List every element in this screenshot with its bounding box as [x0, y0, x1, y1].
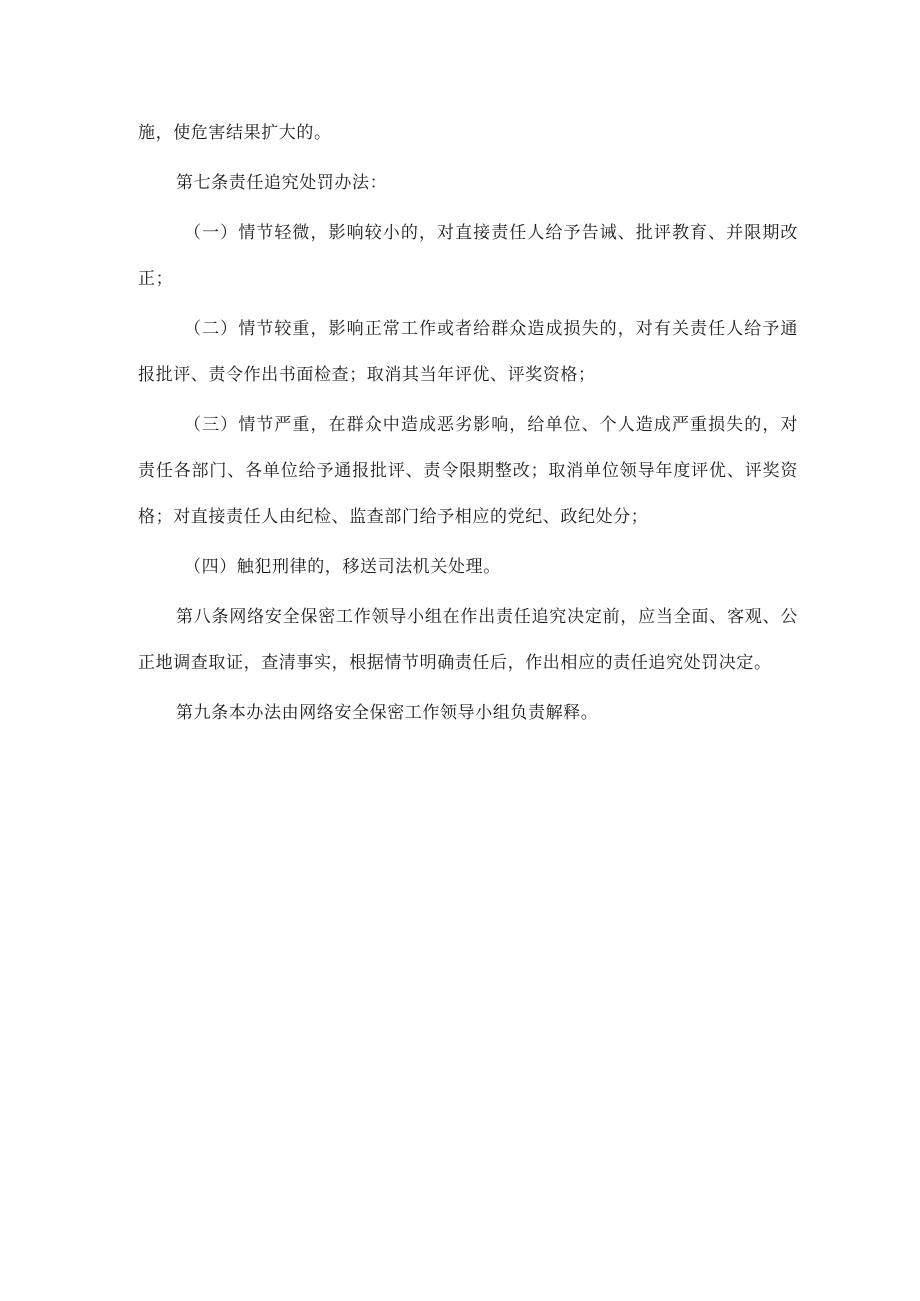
article-7-item-2: （二）情节较重，影响正常工作或者给群众造成损失的，对有关责任人给予通报批评、责令作出书面检查；取消其当年评优、评奖资格；: [138, 319, 798, 385]
article-8: 第八条网络安全保密工作领导小组在作出责任追究决定前，应当全面、客观、公正地调查取证，查清事实，根据情节明确责任后，作出相应的责任追究处罚决定。: [138, 607, 798, 673]
article-7-heading: 第七条责任追究处罚办法：: [176, 173, 388, 193]
paragraph-continuation: 施，使危害结果扩大的。: [138, 123, 332, 143]
document-body: [138, 110, 798, 736]
article-7-item-1: （一）情节轻微，影响较小的，对直接责任人给予告诫、批评教育、并限期改正；: [138, 223, 798, 289]
article-9: 第九条本办法由网络安全保密工作领导小组负责解释。: [176, 703, 599, 723]
article-7-item-4: （四）触犯刑律的，移送司法机关处理。: [184, 557, 501, 577]
article-7-item-3: （三）情节严重，在群众中造成恶劣影响，给单位、个人造成严重损失的，对责任各部门、各单位给予通报批评、责令限期整改；取消单位领导年度评优、评奖资格；对直接责任人由纪检、监查部门给予相应的党纪、政纪处分；: [138, 415, 798, 527]
